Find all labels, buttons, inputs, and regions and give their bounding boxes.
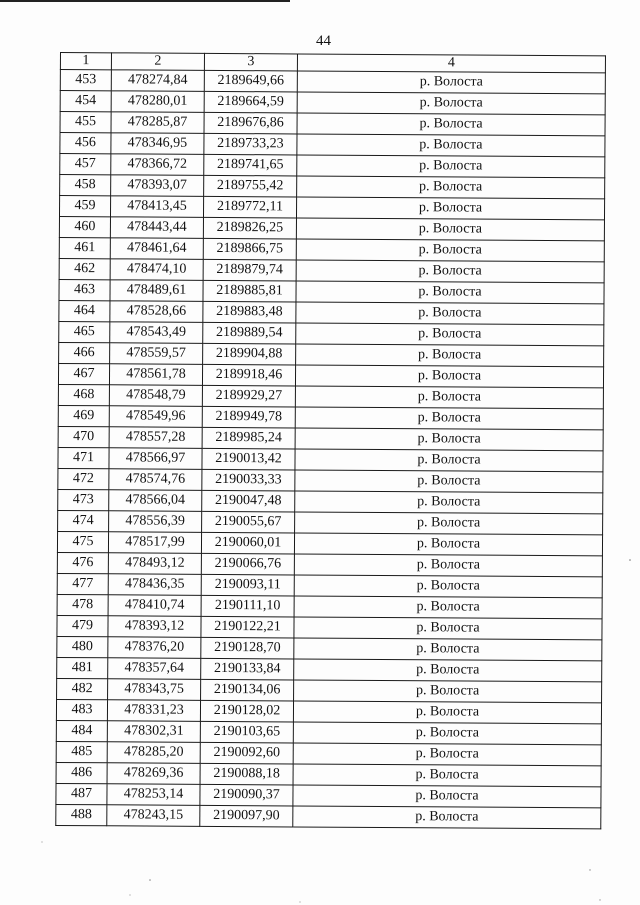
y-coordinate-cell: 2189733,23 — [204, 133, 297, 155]
x-coordinate-cell: 478566,04 — [109, 490, 202, 512]
point-number-cell: 483 — [56, 699, 107, 720]
header-cell-1: 1 — [60, 53, 111, 70]
table-row — [59, 196, 604, 220]
y-coordinate-cell: 2189929,27 — [202, 385, 295, 407]
top-rule — [0, 0, 290, 2]
table-row — [59, 321, 604, 345]
y-coordinate-cell: 2190111,10 — [201, 595, 294, 617]
table-row — [58, 447, 603, 471]
y-coordinate-cell: 2190128,70 — [201, 637, 294, 659]
point-number-cell: 457 — [60, 154, 111, 175]
y-coordinate-cell: 2189985,24 — [202, 427, 295, 449]
description-cell: р. Волоста — [296, 302, 604, 325]
y-coordinate-cell: 2189826,25 — [203, 217, 296, 239]
x-coordinate-cell: 478346,95 — [111, 133, 204, 155]
table-body — [56, 70, 606, 829]
y-coordinate-cell: 2190134,06 — [201, 679, 294, 701]
description-cell: р. Волоста — [295, 512, 603, 535]
table-row — [58, 510, 603, 534]
x-coordinate-cell: 478528,66 — [110, 301, 203, 323]
point-number-cell: 459 — [59, 196, 110, 217]
x-coordinate-cell: 478253,14 — [107, 784, 200, 806]
x-coordinate-cell: 478274,84 — [111, 70, 204, 92]
table-row — [56, 699, 601, 723]
x-coordinate-cell: 478285,87 — [111, 112, 204, 134]
point-number-cell: 463 — [59, 279, 110, 300]
point-number-cell: 473 — [58, 489, 109, 510]
table-row — [57, 657, 602, 681]
header-cell-2: 2 — [111, 53, 204, 71]
description-cell: р. Волоста — [293, 722, 601, 745]
point-number-cell: 482 — [57, 678, 108, 699]
y-coordinate-cell: 2190013,42 — [202, 448, 295, 470]
y-coordinate-cell: 2189664,59 — [204, 91, 297, 113]
x-coordinate-cell: 478280,01 — [111, 91, 204, 113]
description-cell: р. Волоста — [293, 785, 601, 808]
description-cell: р. Волоста — [296, 218, 604, 241]
description-cell: р. Волоста — [293, 743, 601, 766]
x-coordinate-cell: 478302,31 — [107, 721, 200, 743]
description-cell: р. Волоста — [296, 323, 604, 346]
point-number-cell: 467 — [58, 363, 109, 384]
table-row — [57, 678, 602, 702]
x-coordinate-cell: 478366,72 — [111, 154, 204, 176]
point-number-cell: 471 — [58, 447, 109, 468]
table-row — [58, 426, 603, 450]
point-number-cell: 487 — [56, 783, 107, 804]
point-number-cell: 477 — [57, 573, 108, 594]
table-row — [58, 363, 603, 387]
point-number-cell: 485 — [56, 741, 107, 762]
point-number-cell: 478 — [57, 594, 108, 615]
point-number-cell: 474 — [58, 510, 109, 531]
point-number-cell: 460 — [59, 216, 110, 237]
point-number-cell: 462 — [59, 258, 110, 279]
point-number-cell: 484 — [56, 720, 107, 741]
point-number-cell: 468 — [58, 384, 109, 405]
point-number-cell: 480 — [57, 636, 108, 657]
x-coordinate-cell: 478549,96 — [109, 406, 202, 428]
table-row — [56, 720, 601, 744]
point-number-cell: 454 — [60, 91, 111, 112]
y-coordinate-cell: 2189866,75 — [203, 238, 296, 260]
description-cell: р. Волоста — [297, 176, 605, 199]
description-cell: р. Волоста — [296, 344, 604, 367]
y-coordinate-cell: 2190055,67 — [202, 511, 295, 533]
table-row — [60, 154, 605, 178]
y-coordinate-cell: 2190033,33 — [202, 469, 295, 491]
x-coordinate-cell: 478559,57 — [110, 343, 203, 365]
description-cell: р. Волоста — [294, 638, 602, 661]
y-coordinate-cell: 2189649,66 — [204, 70, 297, 92]
description-cell: р. Волоста — [296, 260, 604, 283]
y-coordinate-cell: 2190066,76 — [201, 553, 294, 575]
description-cell: р. Волоста — [295, 386, 603, 409]
table-row — [60, 91, 605, 115]
description-cell: р. Волоста — [293, 806, 601, 829]
description-cell: р. Волоста — [296, 281, 604, 304]
description-cell: р. Волоста — [294, 575, 602, 598]
x-coordinate-cell: 478410,74 — [108, 595, 201, 617]
table-row — [58, 489, 603, 513]
table-row — [58, 384, 603, 408]
point-number-cell: 476 — [57, 552, 108, 573]
x-coordinate-cell: 478561,78 — [109, 364, 202, 386]
x-coordinate-cell: 478343,75 — [108, 679, 201, 701]
y-coordinate-cell: 2190060,01 — [201, 532, 294, 554]
y-coordinate-cell: 2189741,65 — [204, 154, 297, 176]
description-cell: р. Волоста — [295, 470, 603, 493]
point-number-cell: 465 — [59, 321, 110, 342]
y-coordinate-cell: 2190092,60 — [200, 742, 293, 764]
x-coordinate-cell: 478393,07 — [111, 175, 204, 197]
table-row — [59, 342, 604, 366]
point-number-cell: 456 — [60, 133, 111, 154]
point-number-cell: 455 — [60, 112, 111, 133]
table-row — [57, 531, 602, 555]
table-row — [60, 133, 605, 157]
point-number-cell: 479 — [57, 615, 108, 636]
table-row — [57, 615, 602, 639]
description-cell: р. Волоста — [297, 134, 605, 157]
point-number-cell: 469 — [58, 405, 109, 426]
description-cell: р. Волоста — [297, 113, 605, 136]
point-number-cell: 488 — [56, 804, 107, 825]
page-number: 44 — [316, 33, 331, 49]
x-coordinate-cell: 478285,20 — [107, 742, 200, 764]
point-number-cell: 486 — [56, 762, 107, 783]
x-coordinate-cell: 478474,10 — [110, 259, 203, 281]
table-row — [57, 552, 602, 576]
x-coordinate-cell: 478493,12 — [108, 553, 201, 575]
x-coordinate-cell: 478543,49 — [110, 322, 203, 344]
x-coordinate-cell: 478413,45 — [110, 196, 203, 218]
y-coordinate-cell: 2190133,84 — [201, 658, 294, 680]
description-cell: р. Волоста — [294, 554, 602, 577]
point-number-cell: 470 — [58, 426, 109, 447]
table-row — [56, 741, 601, 765]
y-coordinate-cell: 2190090,37 — [200, 784, 293, 806]
table-row — [59, 216, 604, 240]
point-number-cell: 481 — [57, 657, 108, 678]
x-coordinate-cell: 478269,36 — [107, 763, 200, 785]
point-number-cell: 461 — [59, 237, 110, 258]
x-coordinate-cell: 478574,76 — [109, 469, 202, 491]
table-row — [58, 468, 603, 492]
description-cell: р. Волоста — [294, 533, 602, 556]
y-coordinate-cell: 2190128,02 — [200, 700, 293, 722]
y-coordinate-cell: 2189889,54 — [203, 322, 296, 344]
x-coordinate-cell: 478357,64 — [108, 658, 201, 680]
description-cell: р. Волоста — [294, 596, 602, 619]
table-row — [58, 405, 603, 429]
y-coordinate-cell: 2189676,86 — [204, 112, 297, 134]
description-cell: р. Волоста — [296, 197, 604, 220]
y-coordinate-cell: 2190088,18 — [200, 763, 293, 785]
point-number-cell: 466 — [59, 342, 110, 363]
description-cell: р. Волоста — [297, 71, 605, 94]
y-coordinate-cell: 2189949,78 — [202, 406, 295, 428]
point-number-cell: 472 — [58, 468, 109, 489]
x-coordinate-cell: 478461,64 — [110, 238, 203, 260]
y-coordinate-cell: 2189904,88 — [203, 343, 296, 365]
description-cell: р. Волоста — [296, 239, 604, 262]
description-cell: р. Волоста — [293, 764, 601, 787]
x-coordinate-cell: 478517,99 — [108, 532, 201, 554]
y-coordinate-cell: 2189879,74 — [203, 259, 296, 281]
x-coordinate-cell: 478556,39 — [109, 511, 202, 533]
table-row — [59, 258, 604, 282]
description-cell: р. Волоста — [295, 491, 603, 514]
point-number-cell: 475 — [57, 531, 108, 552]
point-number-cell: 464 — [59, 300, 110, 321]
table-row — [59, 279, 604, 303]
table-row — [60, 70, 605, 94]
description-cell: р. Волоста — [297, 155, 605, 178]
header-cell-4: 4 — [297, 54, 605, 73]
header-cell-3: 3 — [204, 53, 297, 71]
description-cell: р. Волоста — [294, 617, 602, 640]
x-coordinate-cell: 478393,12 — [108, 616, 201, 638]
table-row — [59, 237, 604, 261]
y-coordinate-cell: 2190122,21 — [201, 616, 294, 638]
table-row — [60, 112, 605, 136]
x-coordinate-cell: 478376,20 — [108, 637, 201, 659]
y-coordinate-cell: 2190097,90 — [200, 805, 293, 827]
table-row — [56, 762, 601, 786]
point-number-cell: 458 — [60, 175, 111, 196]
x-coordinate-cell: 478489,61 — [110, 280, 203, 302]
x-coordinate-cell: 478566,97 — [109, 448, 202, 470]
x-coordinate-cell: 478548,79 — [109, 385, 202, 407]
coordinates-table-wrap — [55, 52, 605, 829]
y-coordinate-cell: 2190093,11 — [201, 574, 294, 596]
x-coordinate-cell: 478436,35 — [108, 574, 201, 596]
y-coordinate-cell: 2190047,48 — [202, 490, 295, 512]
description-cell: р. Волоста — [293, 701, 601, 724]
x-coordinate-cell: 478443,44 — [110, 217, 203, 239]
x-coordinate-cell: 478331,23 — [107, 700, 200, 722]
table-row — [57, 636, 602, 660]
x-coordinate-cell: 478243,15 — [107, 805, 200, 827]
y-coordinate-cell: 2189918,46 — [202, 364, 295, 386]
x-coordinate-cell: 478557,28 — [109, 427, 202, 449]
y-coordinate-cell: 2190103,65 — [200, 721, 293, 743]
y-coordinate-cell: 2189885,81 — [203, 280, 296, 302]
table-row — [56, 783, 601, 807]
description-cell: р. Волоста — [294, 659, 602, 682]
coordinates-table — [55, 52, 606, 829]
description-cell: р. Волоста — [295, 365, 603, 388]
table-row — [57, 594, 602, 618]
table-row — [56, 804, 601, 828]
y-coordinate-cell: 2189755,42 — [204, 175, 297, 197]
description-cell: р. Волоста — [295, 428, 603, 451]
y-coordinate-cell: 2189883,48 — [203, 301, 296, 323]
description-cell: р. Волоста — [295, 449, 603, 472]
description-cell: р. Волоста — [295, 407, 603, 430]
table-row — [59, 300, 604, 324]
description-cell: р. Волоста — [294, 680, 602, 703]
description-cell: р. Волоста — [297, 92, 605, 115]
point-number-cell: 453 — [60, 70, 111, 91]
table-row — [57, 573, 602, 597]
y-coordinate-cell: 2189772,11 — [203, 196, 296, 218]
table-row — [60, 175, 605, 199]
